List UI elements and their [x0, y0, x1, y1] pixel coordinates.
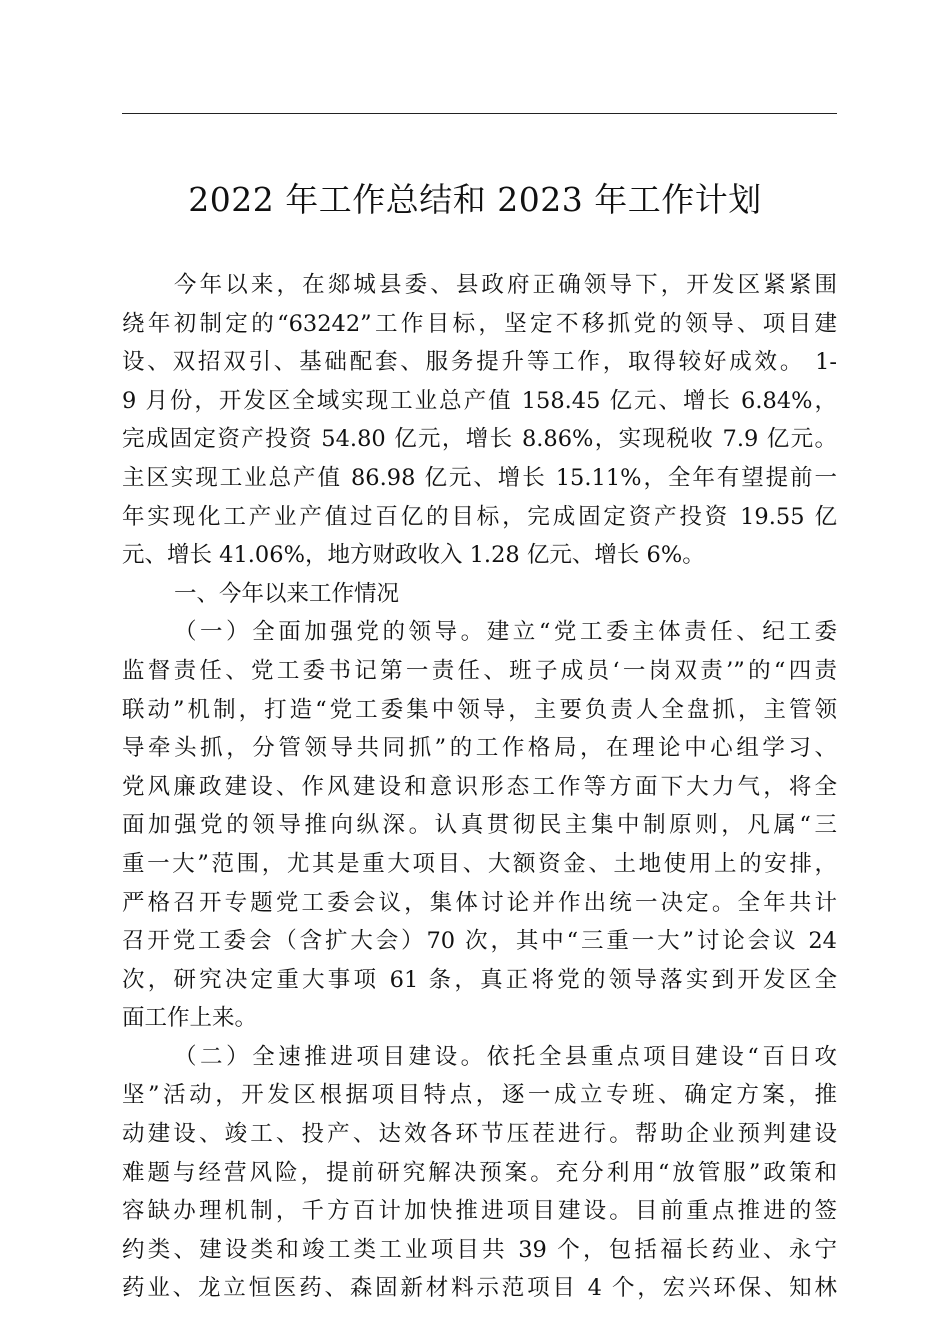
- document-title: 2022 年工作总结和 2023 年工作计划: [188, 180, 762, 219]
- document-body: [122, 266, 837, 1308]
- paragraph-line: 完成固定资产投资 54.80 亿元，增长 8.86%，实现税收 7.9 亿元。: [122, 426, 837, 453]
- paragraph-line: 严格召开专题党工委会议，集体讨论并作出统一决定。全年共计: [122, 889, 837, 916]
- paragraph-line: 容缺办理机制，千方百计加快推进项目建设。目前重点推进的签: [122, 1198, 837, 1225]
- paragraph-line: 召开党工委会（含扩大会）70 次，其中“三重一大”讨论会议 24: [122, 928, 837, 955]
- paragraph-line: 次，研究决定重大事项 61 条，真正将党的领导落实到开发区全: [122, 966, 837, 993]
- header-divider: [122, 113, 837, 114]
- paragraph-line: 面工作上来。: [122, 1005, 258, 1032]
- paragraph-line: （二）全速推进项目建设。依托全县重点项目建设“百日攻: [174, 1043, 837, 1070]
- paragraph-line: 党风廉政建设、作风建设和意识形态工作等方面下大力气，将全: [122, 773, 837, 800]
- paragraph-line: 年实现化工产业产值过百亿的目标，完成固定资产投资 19.55 亿: [122, 503, 837, 530]
- paragraph-line: 坚”活动，开发区根据项目特点，逐一成立专班、确定方案，推: [122, 1082, 837, 1109]
- paragraph-line: 9 月份，开发区全域实现工业总产值 158.45 亿元、增长 6.84%，: [122, 387, 837, 414]
- paragraph-line: 绕年初制定的“63242”工作目标，坚定不移抓党的领导、项目建: [122, 310, 837, 337]
- paragraph-line: 动建设、竣工、投产、达效各环节压茬进行。帮助企业预判建设: [122, 1121, 837, 1148]
- paragraph-line: 面加强党的领导推向纵深。认真贯彻民主集中制原则，凡属“三: [122, 812, 837, 839]
- paragraph-line: 导牵头抓，分管领导共同抓”的工作格局，在理论中心组学习、: [122, 735, 837, 762]
- paragraph-line: 今年以来，在郯城县委、县政府正确领导下，开发区紧紧围: [174, 272, 837, 298]
- paragraph-line: 监督责任、党工委书记第一责任、班子成员‘一岗双责’”的“四责: [122, 657, 837, 684]
- paragraph-line: （一）全面加强党的领导。建立“党工委主体责任、纪工委: [174, 619, 837, 646]
- paragraph-line: 药业、龙立恒医药、森固新材料示范项目 4 个，宏兴环保、知林: [122, 1275, 837, 1302]
- paragraph-line: 难题与经营风险，提前研究解决预案。充分利用“放管服”政策和: [122, 1159, 837, 1186]
- paragraph-line: 联动”机制，打造“党工委集中领导，主要负责人全盘抓，主管领: [122, 696, 837, 723]
- paragraph-line: 重一大”范围，尤其是重大项目、大额资金、土地使用上的安排，: [122, 850, 837, 877]
- section-heading: 一、今年以来工作情况: [174, 580, 400, 607]
- paragraph-line: 元、增长 41.06%，地方财政收入 1.28 亿元、增长 6%。: [122, 542, 705, 569]
- paragraph-line: 约类、建设类和竣工类工业项目共 39 个，包括福长药业、永宁: [122, 1236, 837, 1263]
- paragraph-line: 主区实现工业总产值 86.98 亿元、增长 15.11%，全年有望提前一: [122, 464, 837, 491]
- paragraph-line: 设、双招双引、基础配套、服务提升等工作，取得较好成效。 1-: [122, 349, 837, 376]
